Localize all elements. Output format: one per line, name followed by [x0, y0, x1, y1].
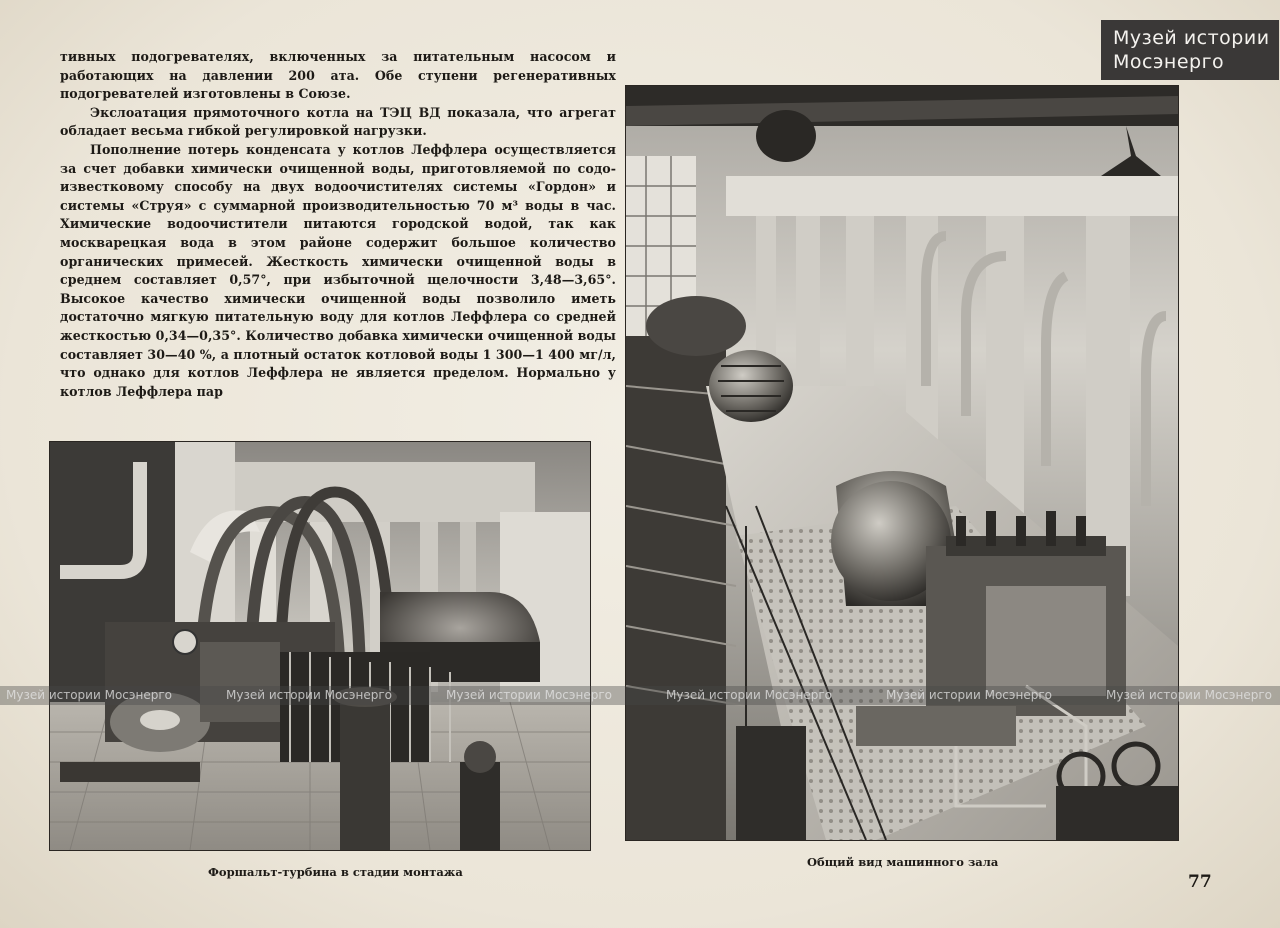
watermark-text: Музей истории Мосэнерго [6, 688, 172, 702]
page-number: 77 [1188, 872, 1212, 892]
logo-line-2: Мосэнерго [1113, 51, 1225, 73]
machine-hall-illustration [626, 86, 1178, 840]
watermark-text: Музей истории Мосэнерго [886, 688, 1052, 702]
caption-turbine-assembly: Форшальт-турбина в стадии монтажа [208, 865, 463, 879]
turbine-assembly-photo [50, 442, 590, 850]
logo-line-1: Музей истории [1113, 27, 1270, 49]
caption-machine-hall: Общий вид машинного зала [807, 855, 999, 869]
paragraph-2: Экслоатация прямоточного котла на ТЭЦ ВД показала, что агрегат обладает весьма гибкой регулировкой нагрузки. [60, 104, 616, 139]
paragraph-1: тивных подогревателях, включенных за питательным насосом и работающих на давлении 200 ата. Обе ступени регенеративных подогревателей изготовлены в Союзе. [60, 49, 616, 102]
paragraph-3: Пополнение потерь конденсата у котлов Леффлера осуществляется за счет добавки химически очищенной воды, приготовляемой по содо-известковому способу на двух водоочистителях системы «Гордон» и системы «Струя» с суммарной производительностью 70 м³ воды в час. Химические водоочистители питаются городской водой, так как москварецкая вода в этом районе содержит большое количество органических примесей. Жесткость химически очищенной воды в среднем составляет 0,57°, при избыточной щелочности 3,48—3,65°. Высокое качество химически очищенной воды позволило иметь достаточно мягкую питательную воду для котлов Леффлера со средней жесткостью 0,34—0,35°. Количество добавка химически очищенной воды составляет 30—40 %, а плотный остаток котловой воды 1 300—1 400 мг/л, что однако для котлов Леффлера не является пределом. Нормально у котлов Леффлера пар [60, 141, 616, 399]
watermark-text: Музей истории Мосэнерго [446, 688, 612, 702]
watermark-text: Музей истории Мосэнерго [226, 688, 392, 702]
body-text [60, 48, 616, 401]
watermark-text: Музей истории Мосэнерго [1106, 688, 1272, 702]
watermark-strip [0, 686, 1280, 705]
museum-logo [1101, 20, 1279, 80]
watermark-text: Музей истории Мосэнерго [666, 688, 832, 702]
machine-hall-photo [626, 86, 1178, 840]
turbine-assembly-illustration [50, 442, 590, 850]
